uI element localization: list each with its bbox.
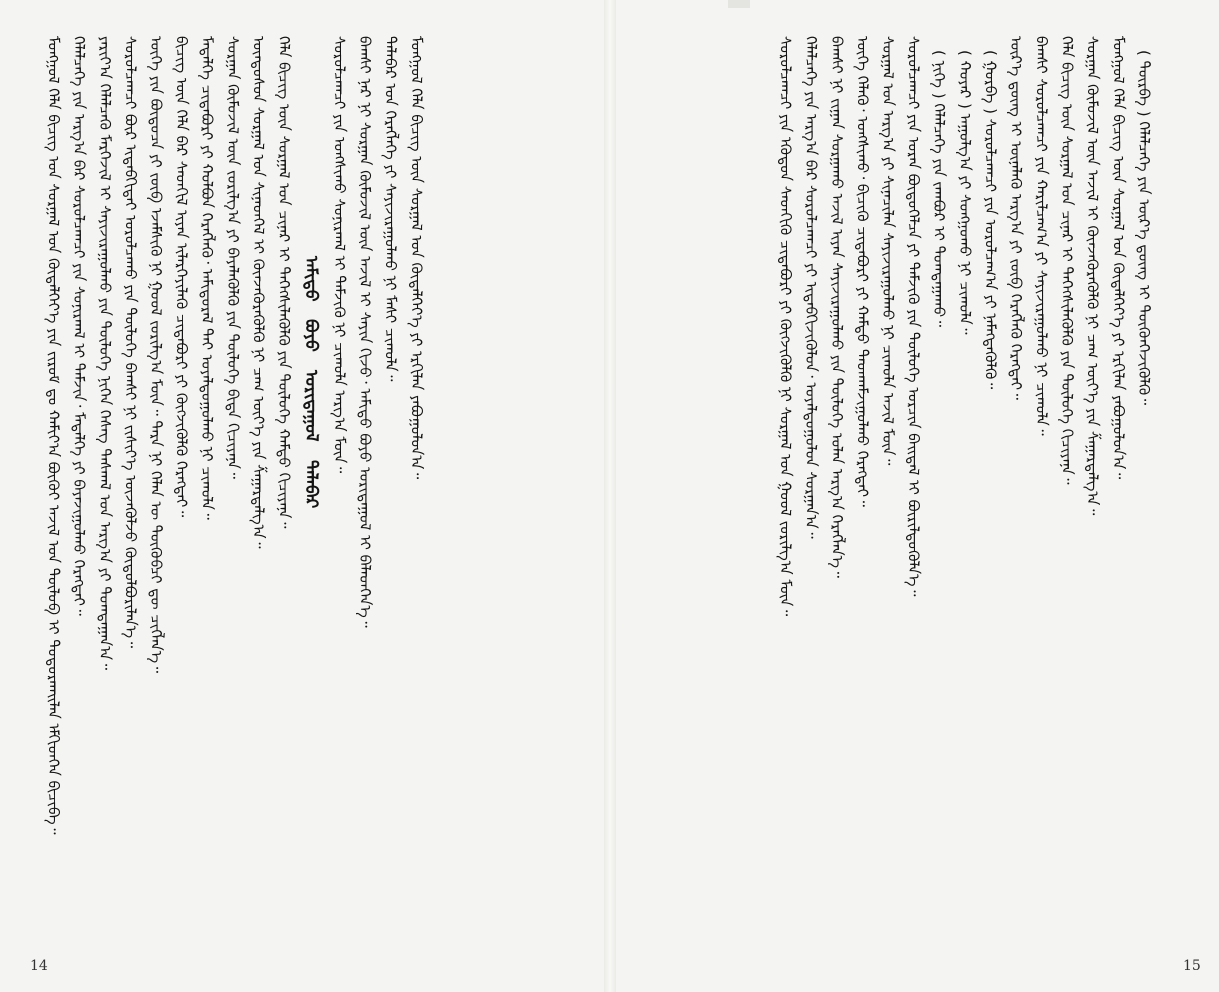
text-line: ᠦᠭᠡ ᠶᠢᠨ ᠪᠦᠲᠦᠴᠡ ᠶᠢ ᠵᠥᠪ ᠡᠵᠡᠮᠰᠢᠬᠦ ᠨᠢ ᠭᠣᠣᠯ ᠵᠣᠷᠢᠯᠭ᠎ᠠ ᠮᠥᠨ᠃ ᠲᠡᠷᠡ ᠨᠢ ᠬᠡᠯᠡᠨ ᠦ ᠲᠦᠭᠦᠪᠴᠢ ᠳᠦ ᠴᠢᠭᠯᠡᠨ᠎ᠡ᠃ [146,36,165,673]
section-heading [296,36,326,951]
text-line: ᠰᠤᠷᠤᠯᠴᠠᠭᠴᠢ ᠶᠢᠨ ᠡᠭᠦᠳᠦᠨ ᠰᠡᠳᠬᠢᠬᠦ ᠴᠢᠳᠠᠪᠤᠷᠢ ᠶᠢ ᠬᠥᠭᠵᠢᠭᠦᠯᠬᠦ ᠨᠢ ᠰᠤᠷᠭᠠᠯ ᠤᠨ ᠭᠣᠣᠯ ᠵᠣᠷᠢᠯᠭ᠎ᠠ ᠮᠥᠨ᠃ [776,36,795,617]
text-line: ᠶᠠᠷᠢᠶ᠎ᠠ ᠬᠡᠯᠡᠯᠴᠡᠬᠦ ᠮᠡᠷᠭᠡᠵᠢᠯ ᠢ ᠰᠠᠶᠢᠵᠢᠷᠠᠭᠤᠯᠬᠤ ᠶᠢᠨ ᠲᠥᠯᠥᠭᠡ ᠨᠢᠭᠡᠨ ᠬᠡᠰᠡᠭ ᠳᠠᠰᠬᠠᠯ ᠤᠨ ᠠᠷᠭ᠎ᠠ ᠶᠢ ᠲᠣᠭᠲᠠᠭᠠᠨ᠎ᠠ᠃ [95,36,114,670]
text-line: ᠪᠠᠭᠰᠢ ᠰᠤᠷᠤᠯᠴᠠᠭᠴᠢ ᠶᠢᠨ ᠬᠠᠷᠢᠯᠴᠠᠭ᠎ᠠ ᠶᠢ ᠰᠠᠶᠢᠵᠢᠷᠠᠭᠤᠯᠬᠤ ᠨᠢ ᠴᠢᠬᠤᠯᠠ᠃ [1032,36,1051,436]
text-line: ᠦᠷ᠎ᠡ ᠳ᠋ᠦᠩ ᠢ ᠦᠨᠡᠯᠡᠬᠦ ᠠᠷᠭ᠎ᠠ ᠶᠢ ᠵᠥᠪ ᠬᠡᠷᠡᠭᠯᠡᠬᠦ ᠬᠡᠷᠡᠭᠲᠡᠢ᠃ [1006,36,1025,400]
text-line: ᠬᠡᠯᠡᠯᠴᠡᠭᠡ ᠶᠢᠨ ᠠᠷᠭ᠎ᠠ ᠪᠠᠷ ᠰᠤᠷᠤᠯᠴᠠᠭᠴᠢ ᠶᠢᠨ ᠰᠣᠨᠢᠷᠬᠠᠯ ᠢ ᠳᠡᠮᠵᠢᠨ᠂ ᠮᠡᠳᠡᠯᠭᠡ ᠶᠢ ᠪᠠᠶᠠᠵᠢᠭᠤᠯᠬᠤ ᠬᠡᠷᠡᠭᠲᠡᠢ᠃ [70,36,89,616]
text-line: ᠮᠡᠳᠡᠯᠭᠡ ᠴᠢᠳᠠᠪᠤᠷᠢ ᠶᠢ ᠬᠣᠯᠪᠣᠨ ᠬᠡᠷᠡᠭᠯᠡᠬᠦ᠂ ᠠᠮᠢᠳᠤᠷᠠᠯ ᠲᠠᠢ ᠤᠶᠠᠯᠳᠤᠭᠤᠯᠬᠤ ᠨᠢ ᠴᠢᠬᠤᠯᠠ᠃ [198,36,217,520]
page-number: 15 [1183,958,1201,974]
text-line: ᠮᠣᠩᠭᠣᠯ ᠬᠡᠯᠡ ᠪᠢᠴᠢᠭ ᠤᠨ ᠰᠤᠷᠭᠠᠯ ᠤᠨ ᠬᠥᠳᠡᠯᠬᠡᠶ᠎ᠡ ᠶᠢᠨ ᠵᠢᠷᠤᠮ ᠳᠤ ᠬᠠᠮᠢᠶ᠎ᠠ ᠪᠦᠬᠦᠢ ᠠᠵᠢᠯ ᠤᠨ ᠲᠥᠯᠥᠪ ᠢ ᠲᠣᠳᠤᠷᠬᠠᠢᠯᠠᠨ ᠡᠮᠬᠢᠳᠬᠡᠨ ᠪᠢᠴᠢᠪᠡ᠃ [44,36,63,835]
list-item: ( ᠭᠤᠷᠪᠠ ) ᠰᠤᠷᠤᠯᠴᠠᠭᠴᠢ ᠶᠢᠨ ᠣᠷᠣᠯᠴᠠᠭ᠎ᠠ ᠶᠢ ᠨᠡᠮᠡᠭᠳᠡᠭᠦᠯᠬᠦ᠃ [981,50,1000,390]
heading-word: ᠲᠠᠯᠠᠪᠠᠷ [300,459,321,508]
right-page [612,0,1219,992]
text-line: ᠦᠭᠡ ᠬᠡᠯᠡᠬᠦ᠂ ᠣᠩᠰᠢᠬᠤ᠂ ᠪᠢᠴᠢᠬᠦ ᠴᠢᠳᠠᠪᠤᠷᠢ ᠶᠢ ᠬᠠᠮᠲᠤ ᠳᠠᠳᠬᠠᠮᠵᠢᠭᠤᠯᠬᠤ ᠬᠡᠷᠡᠭᠲᠡᠢ᠃ [853,36,872,507]
right-page-text [772,36,1216,951]
text-line: ᠰᠤᠷᠭᠠᠯ ᠤᠨ ᠠᠷᠭ᠎ᠠ ᠶᠢ ᠰᠢᠨᠡᠴᠢᠯᠡᠨ ᠰᠠᠶᠢᠵᠢᠷᠠᠭᠤᠯᠬᠤ ᠨᠢ ᠴᠢᠬᠤᠯᠠ ᠠᠵᠢᠯ ᠮᠥᠨ᠃ [878,36,897,466]
text-line: ᠪᠢᠴᠢᠭ ᠦᠨ ᠬᠡᠯᠡ ᠪᠡᠷ ᠰᠡᠳᠬᠢᠯ ᠢᠶᠡᠨ ᠢᠯᠡᠷᠬᠡᠶᠢᠯᠡᠬᠦ ᠴᠢᠳᠠᠪᠤᠷᠢ ᠶᠢ ᠬᠥᠭᠵᠢᠭᠦᠯᠬᠦ ᠬᠡᠷᠡᠭᠲᠡᠢ᠃ [172,36,191,518]
text-line: ᠪᠠᠭᠰᠢ ᠨᠢ ᠵᠢᠭᠠᠨ ᠰᠤᠷᠭᠠᠬᠤ ᠠᠵᠢᠯ ᠢᠶᠡᠨ ᠰᠠᠶᠢᠵᠢᠷᠠᠭᠤᠯᠬᠤ ᠶᠢᠨ ᠲᠥᠯᠥᠭᠡ ᠣᠯᠠᠨ ᠠᠷᠭ᠎ᠠ ᠬᠡᠷᠡᠭᠯᠡᠨ᠎ᠡ᠃ [827,36,846,578]
left-page-text [40,36,484,951]
heading-word: ᠤᠷᠢᠳᠠᠭᠤᠯ [300,370,321,442]
text-line: ᠰᠤᠷᠭᠠᠨ ᠬᠦᠮᠦᠵᠢᠯ ᠦᠨ ᠵᠣᠷᠢᠯᠭ᠎ᠠ ᠶᠢ ᠪᠡᠶᠡᠯᠡᠭᠦᠯᠬᠦ ᠶᠢᠨ ᠲᠥᠯᠥᠭᠡ ᠪᠢᠳᠡ ᠬᠢᠴᠢᠶᠡᠨᠡ᠃ [223,36,242,479]
text-line: ᠰᠤᠷᠭᠠᠨ ᠬᠦᠮᠦᠵᠢᠯ ᠦᠨ ᠠᠵᠢᠯ ᠢ ᠭᠦᠨᠵᠡᠭᠦᠷᠡᠭᠦᠯᠬᠦ ᠨᠢ ᠴᠠᠭ ᠦᠶ᠎ᠡ ᠶᠢᠨ ᠱᠠᠭᠠᠷᠳᠠᠯᠭ᠎ᠠ᠃ [1083,36,1102,516]
text-line: ᠰᠤᠷᠤᠯᠴᠠᠭᠴᠢ ᠶᠢᠨ ᠤᠷᠠᠨ ᠪᠦᠲᠦᠭᠡᠯᠴᠡ ᠶᠢ ᠳᠡᠮᠵᠢᠬᠦ ᠶᠢᠨ ᠲᠥᠯᠥᠭᠡ ᠣᠷᠴᠢᠨ ᠪᠠᠢᠳᠠᠯ ᠢ ᠪᠦᠷᠢᠯᠳᠦᠭᠦᠯᠨ᠎ᠡ᠃ [904,36,923,597]
text-line: ᠲᠠᠯᠠᠪᠠᠷ ᠤᠨ ᠬᠡᠷᠡᠭᠯᠡᠭᠡ ᠶᠢ ᠰᠠᠶᠢᠵᠢᠷᠠᠭᠤᠯᠬᠤ ᠨᠢ ᠮᠠᠰᠢ ᠴᠢᠬᠤᠯᠠ᠃ [381,36,400,382]
list-item: ( ᠬᠣᠶᠠᠷ ) ᠠᠭᠤᠯᠭ᠎ᠠ ᠶᠢ ᠰᠣᠩᠭᠣᠬᠤ ᠨᠢ ᠴᠢᠬᠤᠯᠠ᠃ [955,50,974,335]
text-line: ᠮᠣᠩᠭᠣᠯ ᠬᠡᠯᠡ ᠪᠢᠴᠢᠭ ᠦᠨ ᠰᠤᠷᠭᠠᠯ ᠤᠨ ᠬᠥᠳᠡᠯᠬᠡᠶ᠎ᠡ ᠶᠢ ᠡᠷᠬᠢᠯᠡᠨ ᠶᠠᠪᠤᠭᠤᠯᠤᠨ᠎ᠠ᠃ [407,36,426,480]
text-line: ᠬᠡᠯᠡ ᠪᠢᠴᠢᠭ ᠦᠨ ᠰᠤᠷᠭᠠᠯ ᠤᠨ ᠴᠢᠨᠠᠷ ᠢ ᠳᠡᠭᠡᠭᠰᠢᠯᠡᠭᠦᠯᠬᠦ ᠶᠢᠨ ᠲᠥᠯᠥᠭᠡ ᠬᠠᠮᠲᠤ ᠬᠢᠴᠢᠶᠡᠨᠡ᠃ [274,36,293,529]
text-line: ᠬᠡᠯᠡᠯᠴᠡᠭᠡ ᠶᠢᠨ ᠠᠷᠭ᠎ᠠ ᠪᠠᠷ ᠰᠤᠷᠤᠯᠴᠠᠭᠴᠢ ᠶᠢ ᠢᠳᠡᠪᠬᠢᠵᠢᠭᠦᠯᠦᠨ᠂ ᠤᠶᠠᠯᠳᠤᠭᠤᠯᠤᠨ ᠰᠤᠷᠭᠠᠨ᠎ᠠ᠃ [802,36,821,539]
heading-word: ᠪᠤᠶᠤ [300,319,321,353]
list-item: ( ᠨᠢᠭᠡ ) ᠬᠡᠯᠡᠯᠴᠡᠭᠡ ᠶᠢᠨ ᠵᠠᠭᠪᠤᠷ ᠢ ᠲᠣᠭᠲᠠᠭᠠᠬᠤ᠃ [930,50,949,328]
text-line: ᠪᠠᠭᠰᠢ ᠨᠠᠷ ᠨᠢ ᠰᠤᠷᠭᠠᠨ ᠬᠦᠮᠦᠵᠢᠯ ᠦᠨ ᠠᠵᠢᠯ ᠢ ᠰᠠᠶᠢᠨ ᠬᠢᠵᠦ᠂ ᠠᠮᠢᠳᠤ ᠪᠤᠶᠤ ᠤᠷᠢᠳᠠᠭᠤᠯ ᠢ ᠪᠡᠯᠡᠳᠬᠡᠨ᠎ᠡ᠃ [356,36,375,628]
page-number: 14 [30,958,48,974]
list-item: ( ᠳᠥᠷᠪᠡ ) ᠬᠡᠯᠡᠯᠴᠡᠭᠡ ᠶᠢᠨ ᠦᠷ᠎ᠡ ᠳ᠋ᠦᠩ ᠢ ᠳᠦᠭᠦᠨᠭᠡᠵᠢᠭᠦᠯᠬᠦ᠃ [1134,50,1153,406]
text-line: ᠬᠡᠯᠡ ᠪᠢᠴᠢᠭ ᠦᠨ ᠰᠤᠷᠭᠠᠯ ᠤᠨ ᠴᠢᠨᠠᠷ ᠢ ᠳᠡᠭᠡᠭᠰᠢᠯᠡᠭᠦᠯᠬᠦ ᠶᠢᠨ ᠲᠥᠯᠥᠭᠡ ᠬᠢᠴᠢᠶᠡᠨᠡ᠃ [1058,36,1077,485]
text-line: ᠰᠤᠷᠤᠯᠴᠠᠭᠴᠢ ᠪᠦᠷ ᠢᠳᠡᠪᠬᠢᠲᠡᠢ ᠣᠷᠣᠯᠴᠠᠬᠤ ᠶᠢᠨ ᠲᠥᠯᠥᠭᠡ ᠪᠠᠭᠰᠢ ᠨᠢ ᠵᠢᠱᠢᠶ᠎ᠡ ᠦᠵᠡᠭᠦᠯᠵᠦ ᠬᠥᠲᠥᠯᠪᠦᠷᠢᠯᠡᠨ᠎ᠡ᠃ [121,36,140,648]
text-line: ᠰᠤᠷᠤᠯᠴᠠᠭᠴᠢ ᠶᠢᠨ ᠤᠩᠰᠢᠬᠤ ᠰᠣᠨᠢᠷᠬᠠᠯ ᠢ ᠳᠡᠮᠵᠢᠬᠦ ᠨᠢ ᠴᠢᠬᠤᠯᠠ ᠠᠷᠭ᠎ᠠ ᠮᠥᠨ᠃ [330,36,349,474]
heading-word: ᠠᠮᠢᠳᠤ [300,256,321,302]
left-page [0,0,605,992]
text-line: ᠮᠣᠩᠭᠣᠯ ᠬᠡᠯᠡ ᠪᠢᠴᠢᠭ ᠦᠨ ᠰᠤᠷᠭᠠᠯ ᠤᠨ ᠬᠥᠳᠡᠯᠬᠡᠶ᠎ᠡ ᠶᠢ ᠡᠷᠬᠢᠯᠡᠨ ᠶᠠᠪᠤᠭᠤᠯᠤᠨ᠎ᠠ᠃ [1109,36,1128,480]
text-line: ᠦᠨᠳᠦᠰᠦᠨ ᠰᠤᠷᠭᠠᠯ ᠤᠨ ᠰᠢᠨᠡᠳᠬᠡᠯ ᠢ ᠭᠦᠨᠵᠡᠭᠦᠷᠡᠭᠦᠯᠬᠦ ᠨᠢ ᠴᠠᠭ ᠦᠶ᠎ᠡ ᠶᠢᠨ ᠱᠠᠭᠠᠷᠳᠠᠯᠭ᠎ᠠ᠃ [249,36,268,549]
